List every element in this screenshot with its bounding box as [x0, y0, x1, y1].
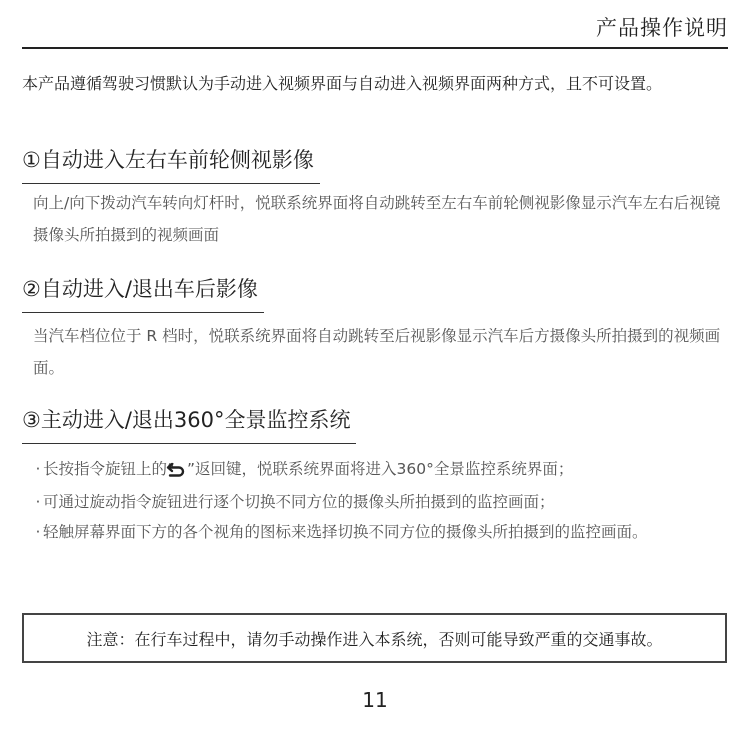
list-item	[33, 517, 733, 547]
bullet-text: 可通过旋动指令旋钮进行逐个切换不同方位的摄像头所拍摄到的监控画面；	[43, 493, 555, 511]
intro-paragraph: 本产品遵循驾驶习惯默认为手动进入视频界面与自动进入视频界面两种方式，且不可设置。	[22, 74, 663, 93]
bullet-dot: ·	[35, 493, 41, 511]
bullet-list-360-monitor	[33, 454, 733, 547]
section-title-rear-view: ②自动进入/退出车后影像	[22, 273, 264, 313]
section-title-front-wheel-view: ①自动进入左右车前轮侧视影像	[22, 144, 320, 184]
page-number: 11	[362, 688, 388, 712]
bullet-dot: ·	[35, 460, 41, 478]
page-header-title: 产品操作说明	[596, 16, 728, 40]
section-body-rear-view: 当汽车档位位于 R 档时，悦联系统界面将自动跳转至后视影像显示汽车后方摄像头所拍摄到的视频画面。	[33, 327, 721, 377]
bullet-text: 轻触屏幕界面下方的各个视角的图标来选择切换不同方位的摄像头所拍摄到的监控画面。	[43, 523, 648, 541]
back-arrow-icon	[176, 457, 186, 487]
section-body-front-wheel-view: 向上/向下拨动汽车转向灯杆时，悦联系统界面将自动跳转至左右车前轮侧视影像显示汽车左右后视镜摄像头所拍摄到的视频画面	[33, 194, 721, 244]
section-title-360-monitor: ③主动进入/退出360°全景监控系统	[22, 404, 356, 444]
bullet-text-after-icon: ”返回键，悦联系统界面将进入360°全景监控系统界面；	[187, 460, 574, 478]
bullet-dot: ·	[35, 523, 41, 541]
header-divider	[22, 47, 728, 49]
safety-notice-box	[22, 613, 727, 663]
bullet-text-before-icon: 长按指令旋钮上的“	[43, 460, 176, 478]
list-item	[33, 454, 733, 487]
safety-notice-text: 注意：在行车过程中，请勿手动操作进入本系统，否则可能导致严重的交通事故。	[86, 629, 663, 649]
list-item	[33, 487, 733, 517]
